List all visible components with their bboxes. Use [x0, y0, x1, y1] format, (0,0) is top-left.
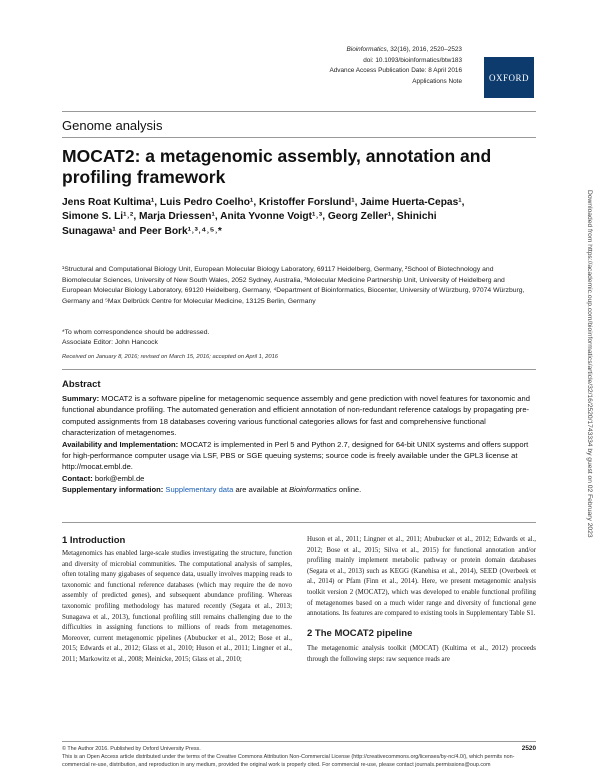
download-note: Downloaded from https://academic.oup.com/bioinformatics/article/32/16/2520/1743334 by guest on 02 February 2023 — [586, 190, 593, 538]
page-number: 2520 — [521, 745, 536, 752]
publication-date: Advance Access Publication Date: 8 April 2016 — [329, 67, 462, 74]
contact-email[interactable]: bork@embl.de — [92, 473, 145, 483]
divider — [62, 741, 536, 742]
divider — [62, 369, 536, 370]
supplementary-label: Supplementary information: — [62, 485, 164, 495]
section-heading: Genome analysis — [62, 118, 163, 133]
abstract-supplementary — [62, 484, 536, 495]
correspondence-block — [62, 328, 209, 348]
license-text: This is an Open Access article distributed under the terms of the Creative Commons Attribution Non-Commercial License (http://creativecommons.org/licenses/by-nc/4.0/), which permits non-commercial re-use, distribution, and reproduction in any medium, provided the original work is properly cited. For commercial re-use, please contact journals.permissions@oup.com — [62, 754, 515, 768]
supplementary-data-link[interactable]: Supplementary data — [165, 485, 234, 495]
divider — [62, 522, 536, 523]
pipeline-text: The metagenomic analysis toolkit (MOCAT) (Kultima et al., 2012) proceeds through the following steps: raw sequence reads are — [307, 645, 536, 663]
footer — [62, 745, 536, 769]
doi[interactable]: doi: 10.1093/bioinformatics/btw183 — [363, 56, 462, 64]
summary-text: MOCAT2 is a software pipeline for metagenomic sequence assembly and gene prediction with novel features for taxonomic and functional abundance profiling. The automated generation and efficient annotation of non-redundant reference catalogs by propagating pre-computed assignments from 18 databases covering various functional categories allows for fast and comprehensive functional characterization of metagenomes. — [62, 394, 530, 438]
divider — [62, 111, 536, 112]
availability-label: Availability and Implementation: — [62, 439, 179, 449]
right-column-text: Huson et al., 2011; Lingner et al., 2011; Abubucker et al., 2012; Edwards et al., 2012; Bose et al., 2015; Silva et al., 2015) for functional annotation and/or profiling mainly implement metabolic pathway or protein domain databases (Segata et al., 2013) such as KEGG (Kanehisa et al., 2014), SEED (Overbeek et al., 2014) or Pfam (Finn et al., 2014). Here, we present metagenomic analysis toolkit version 2 (MOCAT2), which was developed to enable functional profiling of metagenomes based on a much wider range and diversity of functional gene annotations. Its features are compared to existing tools in Supplementary Table S1. — [307, 536, 536, 618]
supplementary-text: are available at — [233, 485, 290, 495]
pipeline-heading: 2 The MOCAT2 pipeline — [307, 627, 413, 639]
divider — [62, 137, 536, 138]
abstract-contact — [62, 473, 536, 484]
supplementary-journal: Bioinformatics — [289, 485, 337, 495]
availability-text: MOCAT2 is implemented in Perl 5 and Python 2.7, designed for 64-bit UNIX systems and offers support for high-performance computer usage via LSF, PBS or SGE queuing systems; source code is freely available under the GPL3 license at http://mocat.embl.de. — [62, 439, 529, 472]
received-dates: Received on January 8, 2016; revised on March 15, 2016; accepted on April 1, 2016 — [62, 354, 279, 360]
journal-name: Bioinformatics — [346, 46, 387, 53]
journal-header — [329, 45, 462, 87]
oxford-logo: OXFORD — [484, 57, 534, 98]
contact-label: Contact: — [62, 473, 93, 483]
citation: , 32(16), 2016, 2520–2523 — [386, 46, 462, 53]
supplementary-end: online. — [336, 485, 362, 495]
paper-title: MOCAT2: a metagenomic assembly, annotation and profiling framework — [62, 146, 492, 187]
author-list: Jens Roat Kultima¹, Luis Pedro Coelho¹, Kristoffer Forslund¹, Jaime Huerta-Cepas¹, Simone S. Li¹˒², Marja Driessen¹, Anita Yvonne Voigt¹˒³, Georg Zeller¹, Shinichi Sunagawa¹ and Peer Bork¹˒³˒⁴˒⁵˒* — [62, 197, 465, 237]
abstract-availability — [62, 439, 536, 473]
associate-editor: Associate Editor: John Hancock — [62, 339, 158, 346]
copyright: © The Author 2016. Published by Oxford University Press. — [62, 746, 201, 752]
correspondence-note: *To whom correspondence should be addressed. — [62, 329, 210, 336]
abstract-body — [62, 393, 536, 496]
right-column — [307, 535, 536, 666]
download-watermark — [583, 190, 595, 590]
abstract-summary — [62, 393, 536, 439]
article-type: Applications Note — [412, 77, 462, 85]
summary-label: Summary: — [62, 394, 100, 403]
abstract-heading: Abstract — [62, 379, 101, 390]
introduction-heading: 1 Introduction — [62, 535, 126, 546]
introduction-text: Metagenomics has enabled large-scale studies investigating the structure, function and diversity of microbial communities. The computational analysis of samples, often totaling many gigabases of sequence data, usually involves mapping reads to taxonomic and functional reference databases (which may require the de novo assembly of predicted genes), and subsequent abundance profiling. Whereas taxonomic profiling methodology has matured recently (Segata et al., 2013; Sunagawa et al., 2013), functional profiling still remains challenging due to the difficulties in assigning functions to millions of reads from metagenomes. Moreover, current metagenomic pipelines (Abubucker et al., 2012; Bose et al., 2015; Edwards et al., 2012; Glass et al., 2010; Huson et al., 2011; Lingner et al., 2011; Markowitz et al., 2008; Meinicke, 2015; Glass et al., 2010; — [62, 550, 292, 663]
affiliations: ¹Structural and Computational Biology Unit, European Molecular Biology Laboratory, 69117 Heidelberg, Germany, ²School of Biotechnology and Biomolecular Sciences, University of New South Wales, 2052 Sydney, Australia, ³Molecular Medicine Partnership Unit, University of Heidelberg and European Molecular Biology Laboratory, 69120 Heidelberg, Germany, ⁴Department of Bioinformatics, Biocenter, University of Würzburg, 97074 Würzburg, Germany and ⁵Max Delbrück Centre for Molecular Medicine, 13125 Berlin, Germany — [62, 266, 525, 305]
